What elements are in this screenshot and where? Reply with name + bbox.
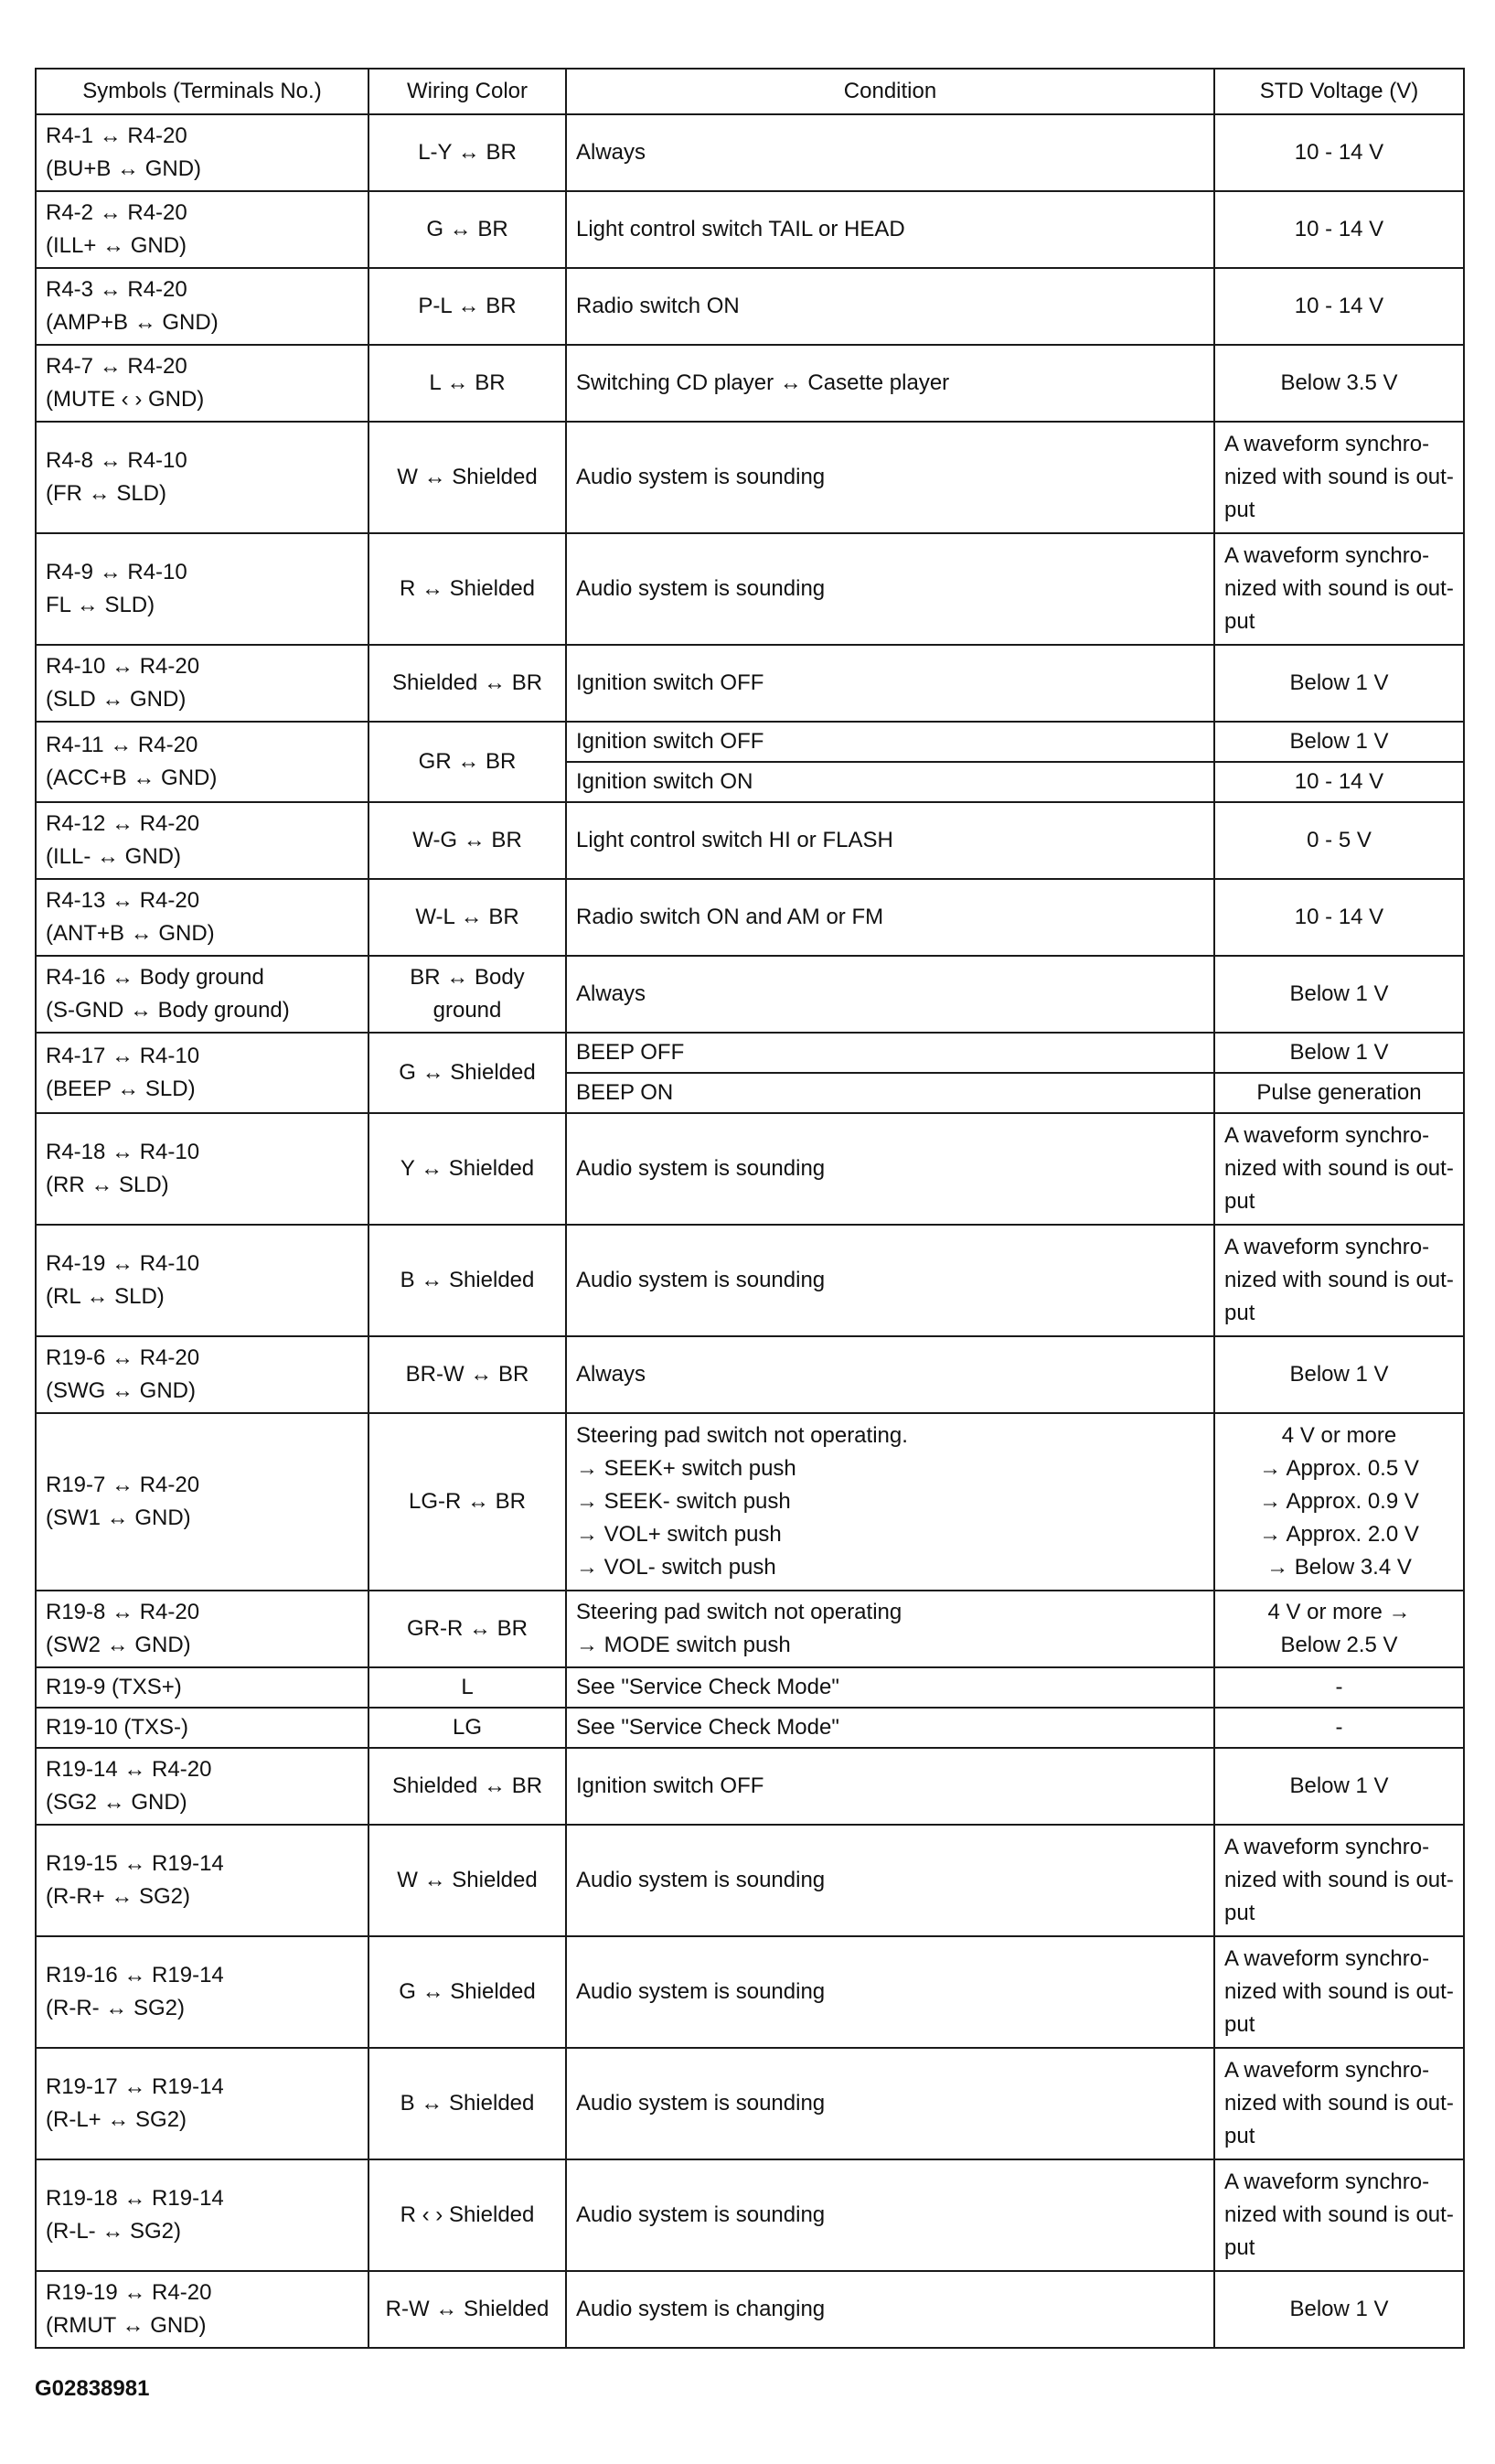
symbol-line: (R-L- ↔ SG2): [46, 2219, 182, 2244]
table-row: [36, 533, 1464, 645]
voltage-line: nized with sound is out-: [1224, 2091, 1454, 2116]
symbol-line: (R-L+ ↔ SG2): [46, 2107, 187, 2132]
cell-symbol: [36, 1825, 368, 1936]
cell-condition: [566, 1708, 1214, 1748]
table-row: [36, 956, 1464, 1033]
table-row: [36, 1225, 1464, 1336]
condition-line: Audio system is sounding: [576, 1979, 826, 2004]
cell-condition: [566, 2271, 1214, 2348]
condition-line: Ignition switch ON: [576, 769, 753, 794]
symbol-line: R4-1 ↔ R4-20: [46, 123, 187, 148]
condition-line: → MODE switch push: [576, 1633, 791, 1657]
symbol-line: R4-13 ↔ R4-20: [46, 888, 200, 913]
condition-line: Audio system is sounding: [576, 1268, 826, 1292]
cell-std-voltage: [1214, 191, 1464, 268]
wiring-line: W-G ↔ BR: [412, 828, 522, 852]
table-row: [36, 1825, 1464, 1936]
voltage-line: put: [1224, 1189, 1255, 1214]
cell-condition: [566, 1336, 1214, 1413]
cell-symbol: [36, 1936, 368, 2048]
wiring-line: L: [461, 1675, 474, 1699]
cell-std-voltage: [1214, 1936, 1464, 2048]
cell-symbol: [36, 879, 368, 956]
condition-line: Always: [576, 1362, 646, 1387]
cell-std-voltage: [1214, 1591, 1464, 1667]
voltage-line: Below 2.5 V: [1280, 1633, 1398, 1657]
cell-wiring-color: [368, 1708, 566, 1748]
cell-symbol: [36, 1591, 368, 1667]
symbol-line: (S-GND ↔ Body ground): [46, 998, 290, 1023]
symbol-line: (ILL- ↔ GND): [46, 844, 182, 869]
wiring-line: L-Y ↔ BR: [418, 140, 517, 165]
cell-symbol: [36, 1708, 368, 1748]
cell-symbol: [36, 422, 368, 533]
voltage-line: A waveform synchro-: [1224, 543, 1430, 568]
cell-std-voltage: [1214, 422, 1464, 533]
symbol-line: R4-16 ↔ Body ground: [46, 965, 264, 990]
symbol-line: R19-19 ↔ R4-20: [46, 2280, 212, 2305]
cell-symbol: [36, 191, 368, 268]
condition-line: Ignition switch OFF: [576, 729, 764, 754]
cell-condition: [566, 645, 1214, 722]
terminal-voltage-table: [35, 68, 1465, 2349]
condition-line: Audio system is sounding: [576, 576, 826, 601]
condition-line: Switching CD player ↔ Casette player: [576, 370, 950, 395]
symbol-line: R19-6 ↔ R4-20: [46, 1345, 200, 1370]
table-row: [36, 1748, 1464, 1825]
voltage-line: A waveform synchro-: [1224, 1835, 1430, 1859]
cell-std-voltage: [1214, 1033, 1464, 1073]
symbol-line: R19-17 ↔ R19-14: [46, 2074, 224, 2099]
symbol-line: R19-9 (TXS+): [46, 1675, 182, 1699]
voltage-line: nized with sound is out-: [1224, 1156, 1454, 1181]
cell-wiring-color: [368, 2159, 566, 2271]
symbol-line: R4-19 ↔ R4-10: [46, 1251, 200, 1276]
cell-condition: [566, 1591, 1214, 1667]
symbol-line: (R-R+ ↔ SG2): [46, 1884, 191, 1909]
cell-symbol: [36, 114, 368, 191]
symbol-line: (BU+B ↔ GND): [46, 156, 202, 181]
voltage-line: 10 - 14 V: [1294, 140, 1384, 165]
wiring-line: P-L ↔ BR: [418, 294, 517, 318]
table-row: [36, 1708, 1464, 1748]
symbol-line: R4-11 ↔ R4-20: [46, 733, 198, 757]
symbol-line: (SG2 ↔ GND): [46, 1790, 187, 1815]
condition-line: → SEEK+ switch push: [576, 1456, 796, 1481]
cell-condition: [566, 191, 1214, 268]
cell-wiring-color: [368, 879, 566, 956]
wiring-line: ground: [432, 998, 502, 1023]
cell-symbol: [36, 268, 368, 345]
cell-wiring-color: [368, 268, 566, 345]
symbol-line: R19-10 (TXS-): [46, 1715, 189, 1740]
wiring-line: W ↔ Shielded: [397, 1868, 538, 1892]
voltage-line: 10 - 14 V: [1294, 217, 1384, 241]
symbol-line: (SW1 ↔ GND): [46, 1505, 191, 1530]
symbol-line: R19-14 ↔ R4-20: [46, 1757, 212, 1782]
cell-std-voltage: [1214, 1825, 1464, 1936]
cell-std-voltage: [1214, 1113, 1464, 1225]
symbol-line: R4-2 ↔ R4-20: [46, 200, 187, 225]
wiring-line: W-L ↔ BR: [415, 905, 519, 929]
symbol-line: R19-18 ↔ R19-14: [46, 2186, 224, 2211]
symbol-line: R19-15 ↔ R19-14: [46, 1851, 224, 1876]
cell-condition: [566, 114, 1214, 191]
cell-condition: [566, 722, 1214, 762]
condition-line: Steering pad switch not operating.: [576, 1423, 908, 1448]
voltage-line: Below 1 V: [1289, 729, 1389, 754]
symbol-line: (SWG ↔ GND): [46, 1378, 196, 1403]
cell-wiring-color: [368, 422, 566, 533]
condition-line: Light control switch TAIL or HEAD: [576, 217, 905, 241]
symbol-line: FL ↔ SLD): [46, 593, 155, 617]
voltage-line: put: [1224, 2235, 1255, 2260]
symbol-line: R4-7 ↔ R4-20: [46, 354, 187, 379]
voltage-line: put: [1224, 1301, 1255, 1325]
wiring-line: Y ↔ Shielded: [400, 1156, 535, 1181]
table-row: [36, 2271, 1464, 2348]
voltage-line: put: [1224, 498, 1255, 522]
symbol-line: R4-17 ↔ R4-10: [46, 1044, 200, 1068]
cell-condition: [566, 268, 1214, 345]
condition-line: See "Service Check Mode": [576, 1715, 839, 1740]
table-header-row: [36, 69, 1464, 114]
cell-symbol: [36, 1413, 368, 1591]
symbol-line: R4-9 ↔ R4-10: [46, 560, 187, 584]
symbol-line: (SW2 ↔ GND): [46, 1633, 191, 1657]
symbol-line: (ILL+ ↔ GND): [46, 233, 187, 258]
voltage-line: put: [1224, 2124, 1255, 2148]
symbol-line: (R-R- ↔ SG2): [46, 1996, 185, 2020]
cell-condition: [566, 762, 1214, 802]
cell-wiring-color: [368, 1667, 566, 1708]
voltage-line: 4 V or more: [1281, 1423, 1397, 1448]
cell-wiring-color: [368, 1825, 566, 1936]
cell-symbol: [36, 2048, 368, 2159]
wiring-line: GR-R ↔ BR: [407, 1616, 528, 1641]
cell-symbol: [36, 1033, 368, 1113]
cell-std-voltage: [1214, 1748, 1464, 1825]
cell-symbol: [36, 2271, 368, 2348]
cell-wiring-color: [368, 1748, 566, 1825]
voltage-line: A waveform synchro-: [1224, 1235, 1430, 1259]
cell-std-voltage: [1214, 762, 1464, 802]
cell-condition: [566, 422, 1214, 533]
condition-line: → VOL- switch push: [576, 1555, 776, 1580]
symbol-line: R4-10 ↔ R4-20: [46, 654, 200, 679]
table-row: [36, 268, 1464, 345]
condition-line: Always: [576, 140, 646, 165]
voltage-line: → Below 3.4 V: [1266, 1555, 1412, 1580]
voltage-line: Pulse generation: [1256, 1080, 1422, 1105]
voltage-line: 4 V or more →: [1267, 1600, 1411, 1624]
table-row: [36, 1113, 1464, 1225]
wiring-line: Shielded ↔ BR: [391, 670, 543, 695]
table-row: [36, 802, 1464, 879]
symbol-line: (RMUT ↔ GND): [46, 2313, 207, 2338]
cell-condition: [566, 1667, 1214, 1708]
cell-wiring-color: [368, 2048, 566, 2159]
condition-line: Always: [576, 981, 646, 1006]
cell-symbol: [36, 956, 368, 1033]
cell-symbol: [36, 645, 368, 722]
symbol-line: (FR ↔ SLD): [46, 481, 166, 506]
cell-std-voltage: [1214, 2159, 1464, 2271]
header-wiring-color: Wiring Color: [368, 69, 566, 114]
cell-condition: [566, 879, 1214, 956]
table-row: [36, 1033, 1464, 1073]
cell-wiring-color: [368, 802, 566, 879]
condition-line: BEEP ON: [576, 1080, 674, 1105]
wiring-line: W ↔ Shielded: [397, 465, 538, 489]
table-row: [36, 345, 1464, 422]
table-row: [36, 2159, 1464, 2271]
condition-line: → SEEK- switch push: [576, 1489, 791, 1514]
table-row: [36, 645, 1464, 722]
condition-line: See "Service Check Mode": [576, 1675, 839, 1699]
cell-condition: [566, 1113, 1214, 1225]
cell-symbol: [36, 1113, 368, 1225]
cell-symbol: [36, 1225, 368, 1336]
cell-std-voltage: [1214, 1336, 1464, 1413]
voltage-line: put: [1224, 609, 1255, 634]
wiring-line: G ↔ BR: [426, 217, 508, 241]
voltage-line: 10 - 14 V: [1294, 905, 1384, 929]
symbol-line: R4-3 ↔ R4-20: [46, 277, 187, 302]
header-condition: Condition: [566, 69, 1214, 114]
cell-std-voltage: [1214, 533, 1464, 645]
condition-line: BEEP OFF: [576, 1040, 685, 1065]
voltage-line: Below 1 V: [1289, 981, 1389, 1006]
symbol-line: R4-18 ↔ R4-10: [46, 1140, 200, 1164]
condition-line: Ignition switch OFF: [576, 1773, 764, 1798]
voltage-line: Below 3.5 V: [1280, 370, 1398, 395]
cell-std-voltage: [1214, 956, 1464, 1033]
condition-line: Audio system is sounding: [576, 1868, 826, 1892]
cell-condition: [566, 1225, 1214, 1336]
cell-condition: [566, 1413, 1214, 1591]
condition-line: Ignition switch OFF: [576, 670, 764, 695]
table-row: [36, 1336, 1464, 1413]
cell-std-voltage: [1214, 645, 1464, 722]
symbol-line: R19-7 ↔ R4-20: [46, 1473, 200, 1497]
cell-std-voltage: [1214, 1667, 1464, 1708]
cell-condition: [566, 2048, 1214, 2159]
table-row: [36, 2048, 1464, 2159]
condition-line: Light control switch HI or FLASH: [576, 828, 893, 852]
cell-condition: [566, 2159, 1214, 2271]
cell-wiring-color: [368, 114, 566, 191]
cell-wiring-color: [368, 533, 566, 645]
cell-std-voltage: [1214, 879, 1464, 956]
cell-symbol: [36, 2159, 368, 2271]
wiring-line: LG: [452, 1715, 482, 1740]
symbol-line: (AMP+B ↔ GND): [46, 310, 219, 335]
symbol-line: R19-8 ↔ R4-20: [46, 1600, 200, 1624]
symbol-line: (RL ↔ SLD): [46, 1284, 165, 1309]
cell-symbol: [36, 1748, 368, 1825]
cell-wiring-color: [368, 191, 566, 268]
voltage-line: Below 1 V: [1289, 1040, 1389, 1065]
cell-condition: [566, 1936, 1214, 2048]
symbol-line: (ACC+B ↔ GND): [46, 766, 218, 790]
cell-symbol: [36, 802, 368, 879]
symbol-line: (BEEP ↔ SLD): [46, 1077, 196, 1101]
voltage-line: nized with sound is out-: [1224, 2202, 1454, 2227]
cell-symbol: [36, 345, 368, 422]
voltage-line: A waveform synchro-: [1224, 1123, 1430, 1148]
voltage-line: nized with sound is out-: [1224, 1979, 1454, 2004]
table-row: [36, 114, 1464, 191]
cell-std-voltage: [1214, 2048, 1464, 2159]
table-row: [36, 1591, 1464, 1667]
cell-wiring-color: [368, 1413, 566, 1591]
cell-std-voltage: [1214, 1413, 1464, 1591]
voltage-line: nized with sound is out-: [1224, 1868, 1454, 1892]
cell-wiring-color: [368, 2271, 566, 2348]
cell-wiring-color: [368, 1113, 566, 1225]
figure-id: G02838981: [35, 2376, 150, 2401]
symbol-line: (SLD ↔ GND): [46, 687, 187, 712]
wiring-line: G ↔ Shielded: [399, 1060, 536, 1085]
condition-line: Radio switch ON: [576, 294, 740, 318]
cell-std-voltage: [1214, 2271, 1464, 2348]
wiring-line: R-W ↔ Shielded: [385, 2297, 550, 2321]
cell-condition: [566, 1825, 1214, 1936]
voltage-line: → Approx. 0.5 V: [1259, 1456, 1419, 1481]
table-row: [36, 422, 1464, 533]
cell-symbol: [36, 533, 368, 645]
cell-condition: [566, 533, 1214, 645]
voltage-line: -: [1335, 1675, 1343, 1699]
cell-symbol: [36, 1336, 368, 1413]
cell-wiring-color: [368, 956, 566, 1033]
voltage-line: → Approx. 2.0 V: [1259, 1522, 1419, 1547]
voltage-line: Below 1 V: [1289, 1773, 1389, 1798]
symbol-line: R19-16 ↔ R19-14: [46, 1963, 224, 1987]
cell-wiring-color: [368, 1591, 566, 1667]
condition-line: Radio switch ON and AM or FM: [576, 905, 884, 929]
table-row: [36, 1936, 1464, 2048]
voltage-line: 10 - 14 V: [1294, 769, 1384, 794]
voltage-line: Below 1 V: [1289, 2297, 1389, 2321]
voltage-line: Below 1 V: [1289, 1362, 1389, 1387]
voltage-line: → Approx. 0.9 V: [1259, 1489, 1419, 1514]
cell-condition: [566, 1073, 1214, 1113]
cell-symbol: [36, 722, 368, 802]
cell-condition: [566, 1033, 1214, 1073]
voltage-line: nized with sound is out-: [1224, 1268, 1454, 1292]
header-symbols: Symbols (Terminals No.): [36, 69, 368, 114]
voltage-line: 0 - 5 V: [1307, 828, 1372, 852]
condition-line: Steering pad switch not operating: [576, 1600, 902, 1624]
voltage-line: 10 - 14 V: [1294, 294, 1384, 318]
wiring-line: GR ↔ BR: [418, 749, 517, 774]
cell-wiring-color: [368, 1936, 566, 2048]
symbol-line: R4-12 ↔ R4-20: [46, 811, 200, 836]
cell-std-voltage: [1214, 1708, 1464, 1748]
cell-std-voltage: [1214, 345, 1464, 422]
cell-condition: [566, 956, 1214, 1033]
cell-wiring-color: [368, 645, 566, 722]
condition-line: Audio system is sounding: [576, 2091, 826, 2116]
wiring-line: LG-R ↔ BR: [408, 1489, 526, 1514]
header-std-voltage: STD Voltage (V): [1214, 69, 1464, 114]
voltage-line: -: [1335, 1715, 1343, 1740]
voltage-line: A waveform synchro-: [1224, 2058, 1430, 2083]
symbol-line: (MUTE ‹ › GND): [46, 387, 205, 412]
wiring-line: BR ↔ Body: [410, 965, 525, 990]
condition-line: Audio system is changing: [576, 2297, 826, 2321]
cell-std-voltage: [1214, 1073, 1464, 1113]
cell-std-voltage: [1214, 1225, 1464, 1336]
symbol-line: R4-8 ↔ R4-10: [46, 448, 187, 473]
table-row: [36, 1667, 1464, 1708]
wiring-line: R ↔ Shielded: [399, 576, 536, 601]
voltage-line: A waveform synchro-: [1224, 432, 1430, 456]
wiring-line: L ↔ BR: [429, 370, 506, 395]
table-row: [36, 191, 1464, 268]
cell-wiring-color: [368, 1225, 566, 1336]
table-row: [36, 879, 1464, 956]
table-body: [36, 114, 1464, 2348]
cell-condition: [566, 345, 1214, 422]
condition-line: → VOL+ switch push: [576, 1522, 782, 1547]
cell-std-voltage: [1214, 114, 1464, 191]
table-row: [36, 722, 1464, 762]
cell-symbol: [36, 1667, 368, 1708]
wiring-line: B ↔ Shielded: [400, 1268, 535, 1292]
voltage-line: Below 1 V: [1289, 670, 1389, 695]
voltage-line: A waveform synchro-: [1224, 2169, 1430, 2194]
voltage-line: nized with sound is out-: [1224, 465, 1454, 489]
voltage-line: A waveform synchro-: [1224, 1946, 1430, 1971]
wiring-line: BR-W ↔ BR: [405, 1362, 529, 1387]
cell-wiring-color: [368, 1033, 566, 1113]
cell-wiring-color: [368, 722, 566, 802]
condition-line: Audio system is sounding: [576, 1156, 826, 1181]
symbol-line: (RR ↔ SLD): [46, 1173, 169, 1197]
condition-line: Audio system is sounding: [576, 2202, 826, 2227]
cell-std-voltage: [1214, 802, 1464, 879]
wiring-line: G ↔ Shielded: [399, 1979, 536, 2004]
voltage-line: put: [1224, 2012, 1255, 2037]
cell-std-voltage: [1214, 722, 1464, 762]
table-row: [36, 1413, 1464, 1591]
voltage-line: nized with sound is out-: [1224, 576, 1454, 601]
symbol-line: (ANT+B ↔ GND): [46, 921, 215, 946]
cell-std-voltage: [1214, 268, 1464, 345]
cell-condition: [566, 1748, 1214, 1825]
condition-line: Audio system is sounding: [576, 465, 826, 489]
wiring-line: B ↔ Shielded: [400, 2091, 535, 2116]
cell-condition: [566, 802, 1214, 879]
cell-wiring-color: [368, 345, 566, 422]
cell-wiring-color: [368, 1336, 566, 1413]
wiring-line: Shielded ↔ BR: [391, 1773, 543, 1798]
wiring-line: R ‹ › Shielded: [400, 2202, 535, 2227]
voltage-line: put: [1224, 1901, 1255, 1925]
